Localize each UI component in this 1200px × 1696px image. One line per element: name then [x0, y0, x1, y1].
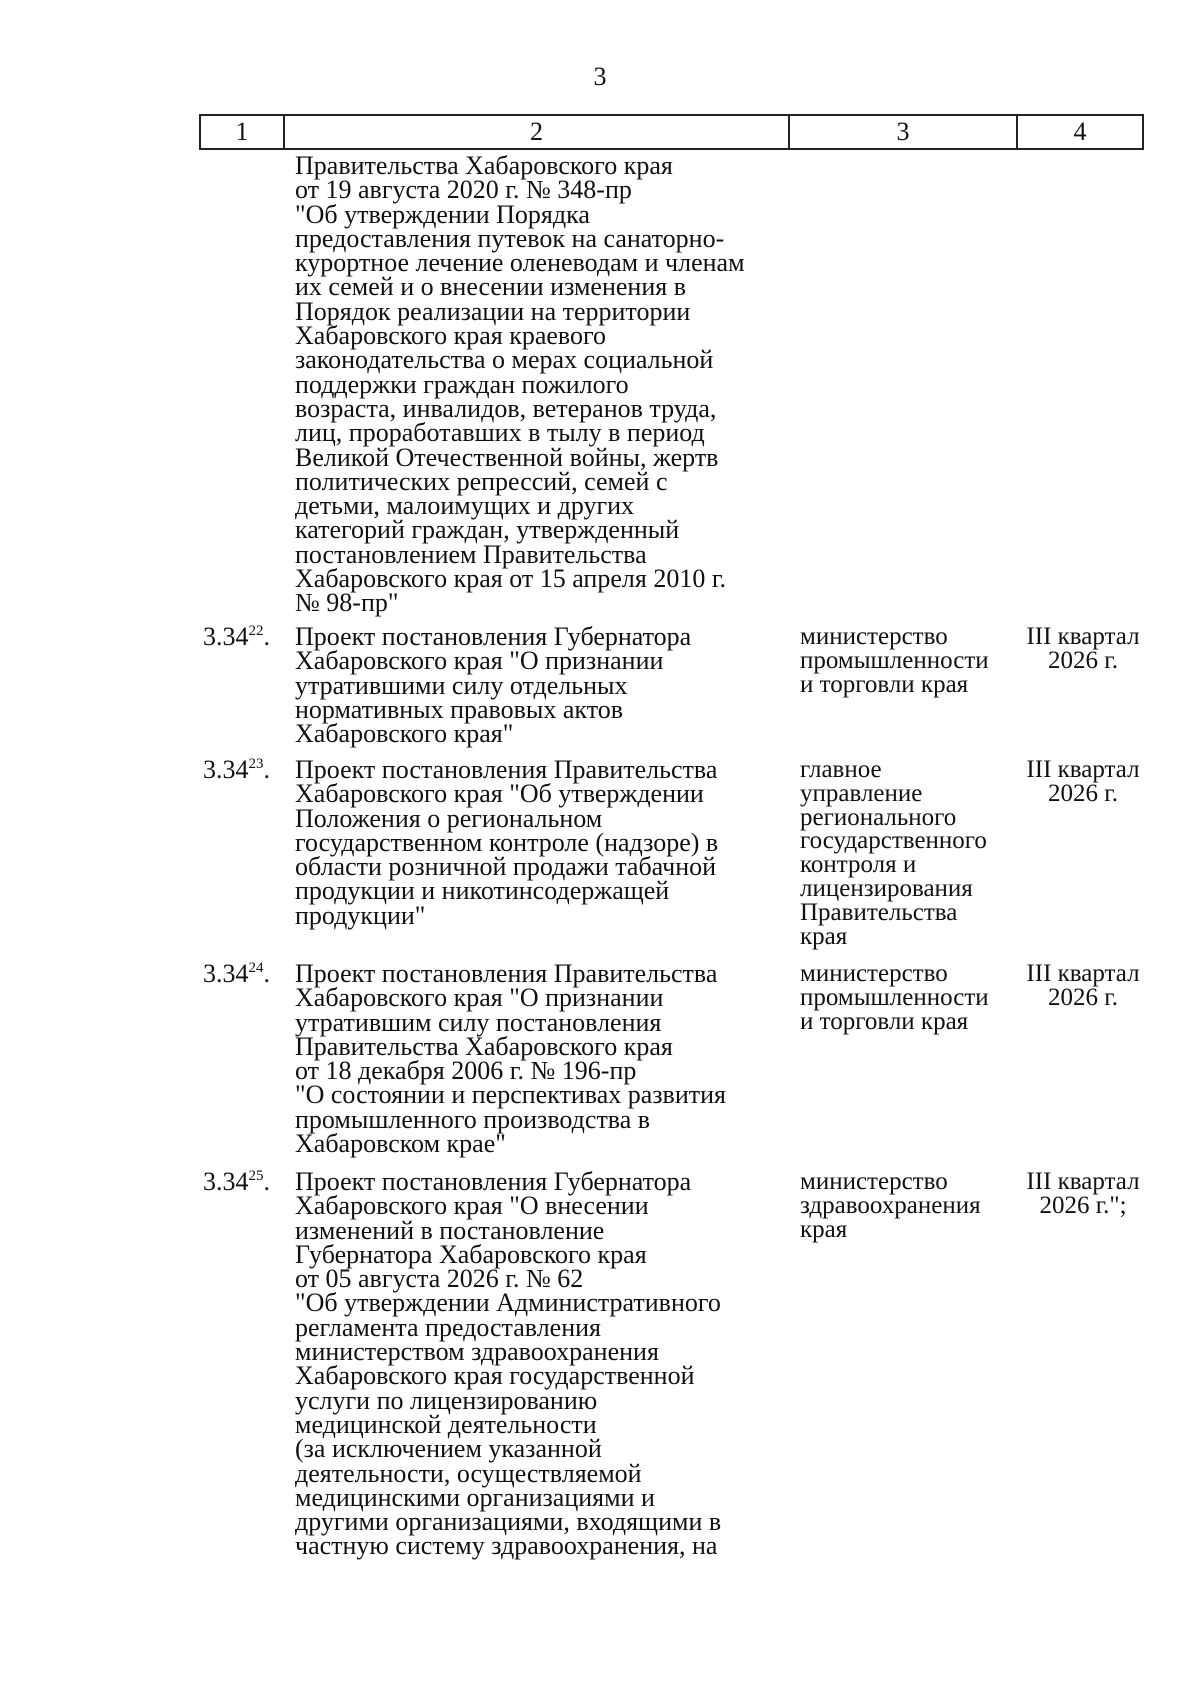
row-executor: министерство здравоохранения края	[800, 1168, 981, 1243]
row-number: 3.34$^{23}$.	[203, 755, 270, 784]
page-number: 3	[593, 62, 607, 91]
row-executor: министерство промышленности и торговли края	[800, 623, 989, 698]
row-term: III квартал 2026 г.	[1026, 623, 1140, 674]
column-header-1: 1	[201, 116, 285, 148]
column-header-3: 3	[790, 116, 1018, 148]
row-number: 3.34$^{25}$.	[203, 1167, 270, 1196]
row-executor: главное управление регионального государственного контроля и лицензирования Правительства края	[800, 756, 987, 950]
row-term: III квартал 2026 г.";	[1026, 1168, 1140, 1219]
row-description: Проект постановления Губернатора Хабаровского края "О признании утратившими силу отдельных нормативных правовых актов Хабаровского края"	[295, 622, 692, 749]
table-header-row	[199, 114, 1144, 150]
row-term: III квартал 2026 г.	[1026, 960, 1140, 1011]
row-executor: министерство промышленности и торговли края	[800, 960, 989, 1035]
row-number: 3.34$^{24}$.	[203, 959, 270, 988]
column-header-4: 4	[1073, 117, 1087, 146]
row-number: 3.34$^{22}$.	[203, 622, 270, 651]
row-description: Проект постановления Правительства Хабаровского края "О признании утратившим силу постановления Правительства Хабаровского края от 18 декабря 2006 г. № 196-пр "О состоянии и перспективах развития промышленного производства в Хабаровском крае"	[295, 959, 726, 1159]
column-header-2: 2	[285, 116, 790, 148]
row-description: Проект постановления Правительства Хабаровского края "Об утверждении Положения о региональном государственном контроле (надзоре) в области розничной продажи табачной продукции и никотинсодержащей продукции"	[295, 755, 719, 930]
row-term: III квартал 2026 г.	[1026, 756, 1140, 807]
row-description: Проект постановления Губернатора Хабаровского края "О внесении изменений в постановление Губернатора Хабаровского края от 05 августа 2026 г. № 62 "Об утверждении Административного регламента предоставления министерством здравоохранения Хабаровского края государственной услуги по лицензированию медицинской деятельности (за исключением указанной деятельности, осуществляемой медицинскими организациями и другими организациями, входящими в частную систему здравоохранения, на	[295, 1167, 722, 1561]
row-description: Правительства Хабаровского края от 19 августа 2020 г. № 348-пр "Об утверждении Порядка предоставления путевок на санаторно- курортное лечение оленеводам и членам их семей и о внесении изменения в Порядок реализации на территории Хабаровского края краевого законодательства о мерах социальной поддержки граждан пожилого возраста, инвалидов, ветеранов труда, лиц, проработавших в тылу в период Великой Отечественной войны, жертв политических репрессий, семей с детьми, малоимущих и других категорий граждан, утвержденный постановлением Правительства Хабаровского края от 15 апреля 2010 г. № 98-пр"	[295, 151, 745, 618]
